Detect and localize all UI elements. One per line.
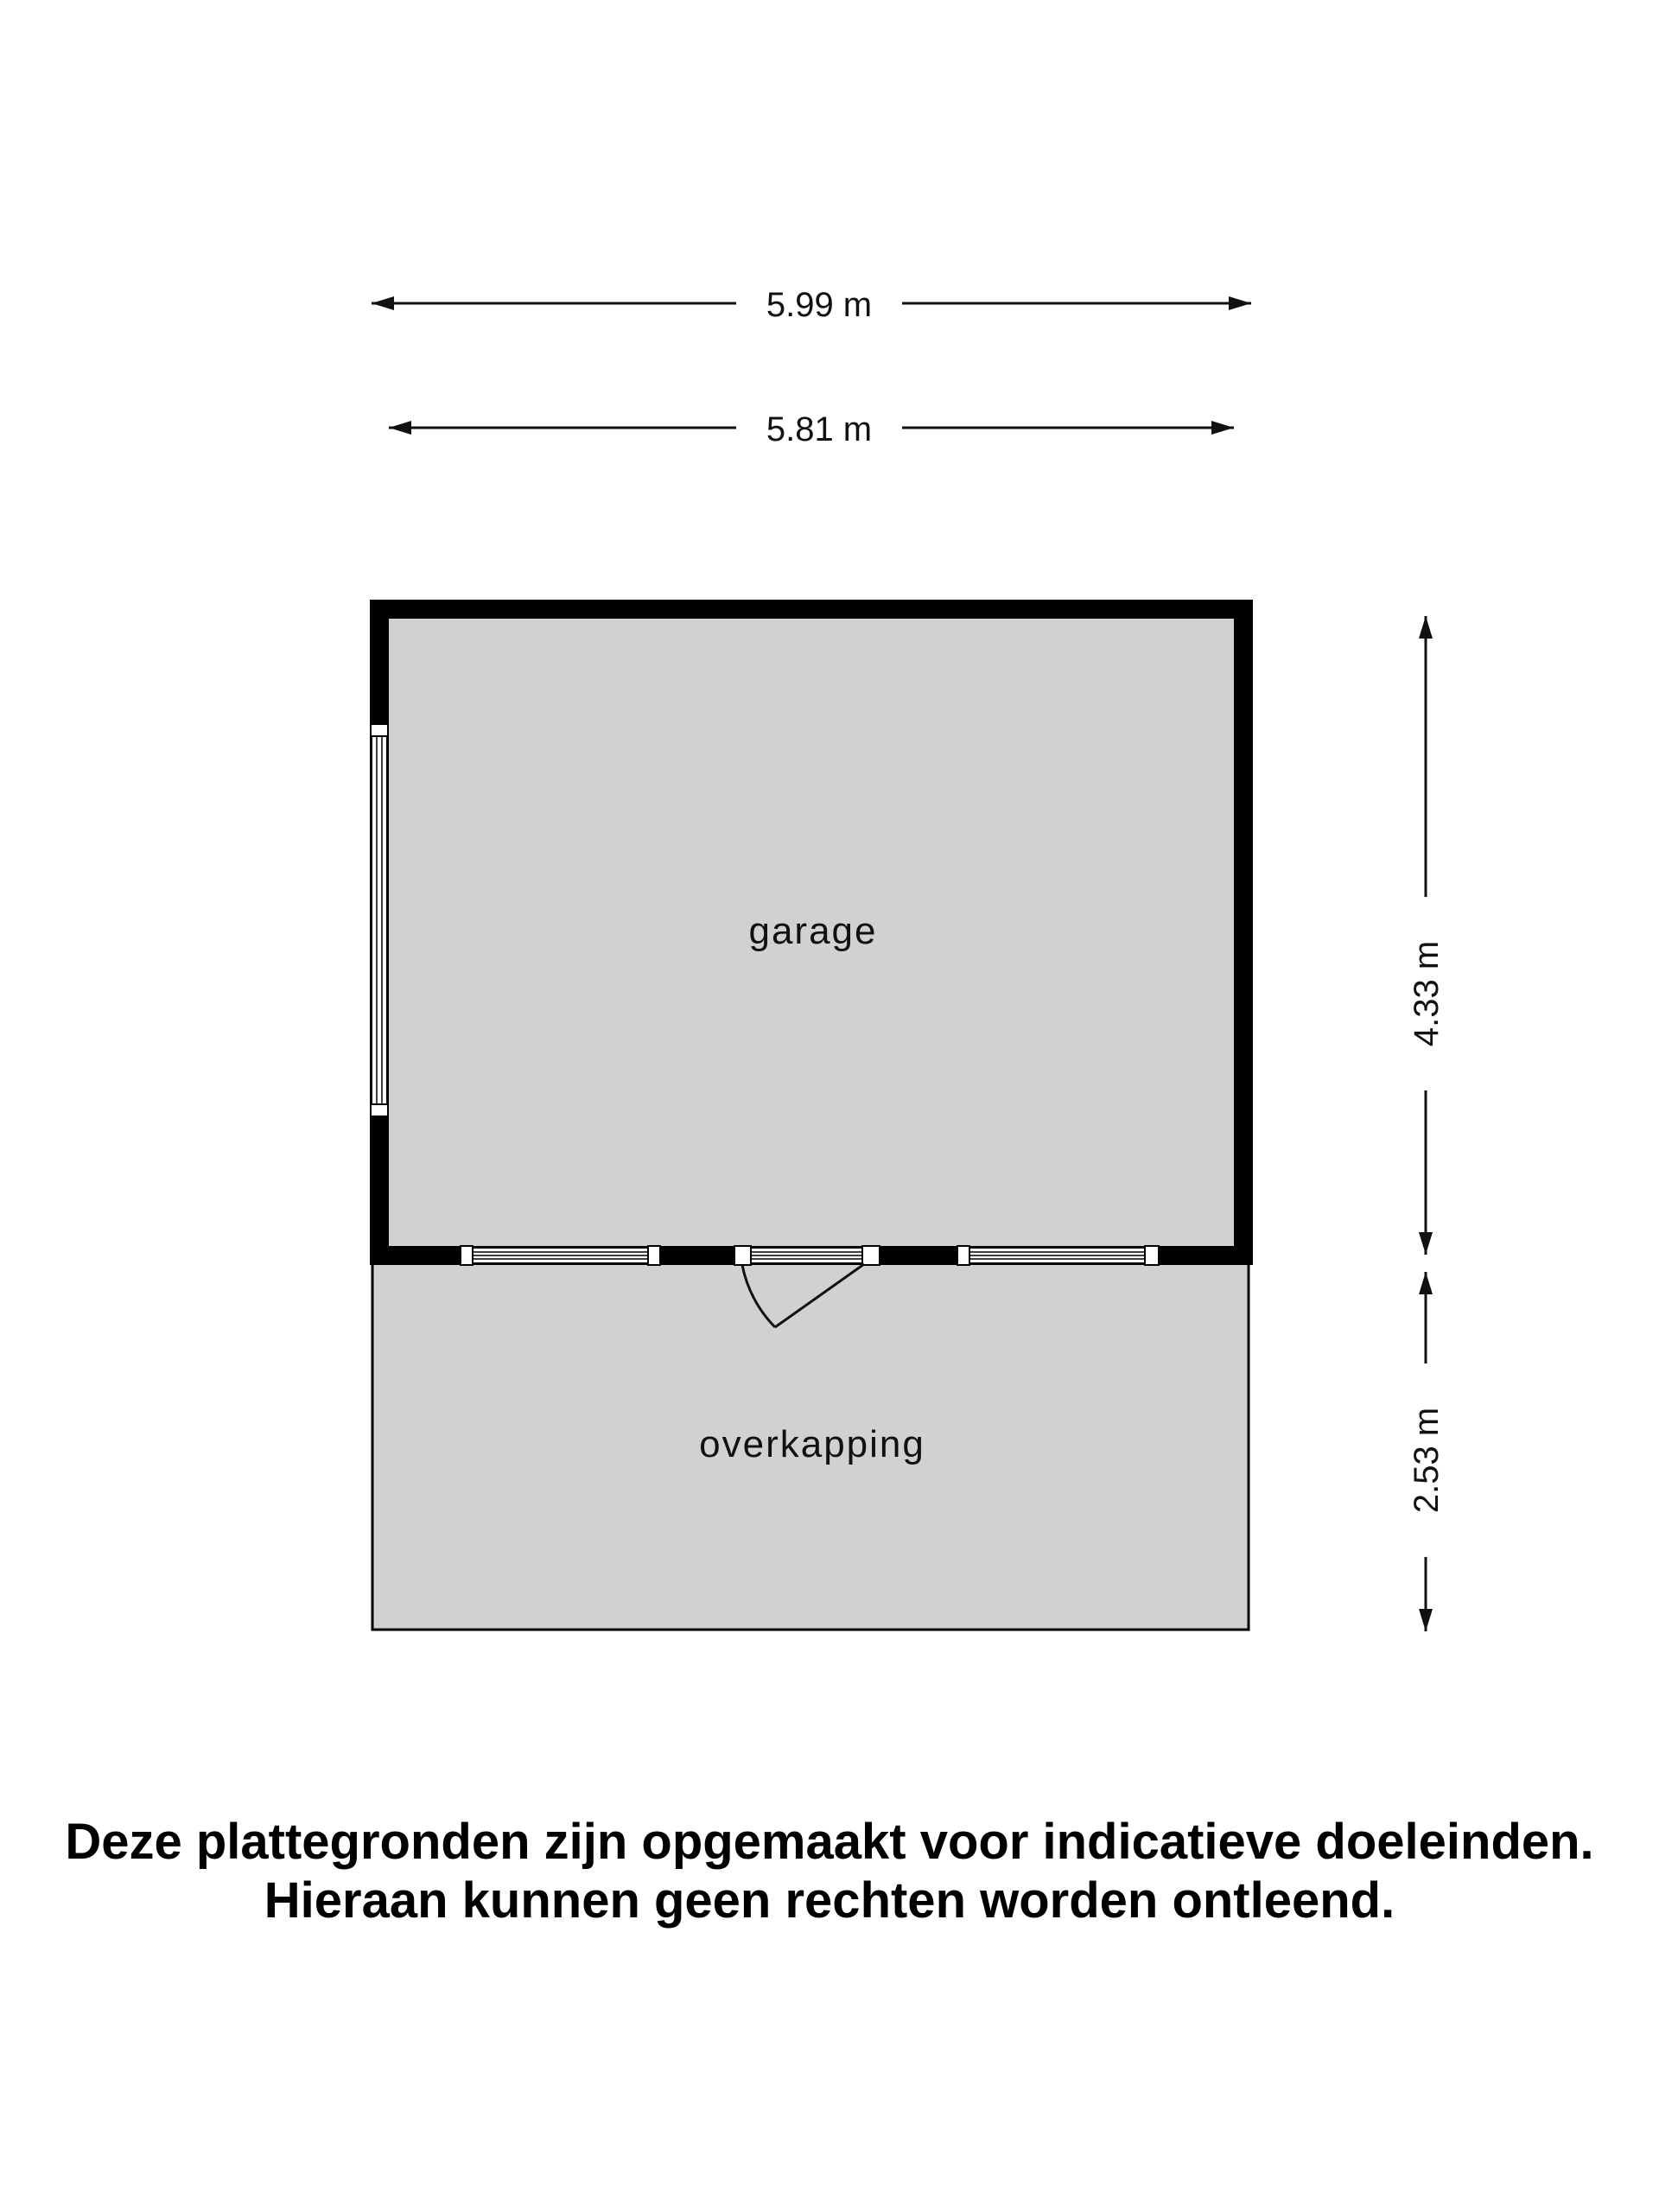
arrowhead-down-icon: [1419, 1609, 1433, 1631]
arrowhead-right-icon: [1211, 421, 1234, 435]
window-end-cap: [957, 1246, 969, 1265]
door-opening: [734, 1246, 880, 1265]
window-bottom-left: [461, 1246, 660, 1265]
dimension-inner-width-label: 5.81 m: [766, 410, 873, 448]
disclaimer-line-1: Deze plattegronden zijn opgemaakt voor indicatieve doeleinden.: [65, 1814, 1594, 1870]
arrowhead-up-icon: [1419, 1272, 1433, 1294]
dimension-garage-depth: [1402, 616, 1450, 1255]
dimension-outer-width-label: 5.99 m: [766, 286, 873, 324]
wall-right: [1234, 600, 1253, 1265]
dimension-overkapping-depth: [1402, 1272, 1450, 1631]
dimension-overkapping-depth-label: 2.53 m: [1408, 1407, 1446, 1514]
dimension-outer-width: [372, 282, 1251, 325]
disclaimer: [0, 1813, 1659, 1930]
window-left: [371, 724, 388, 1116]
room-label-overkapping: overkapping: [699, 1423, 925, 1465]
window-bottom-right: [957, 1246, 1159, 1265]
window-glazing: [372, 736, 387, 1104]
arrowhead-left-icon: [389, 421, 411, 435]
disclaimer-line-2: Hieraan kunnen geen rechten worden ontleend.: [264, 1872, 1395, 1929]
arrowhead-right-icon: [1229, 296, 1251, 310]
arrowhead-up-icon: [1419, 616, 1433, 639]
door-jamb: [862, 1246, 880, 1265]
wall-top: [370, 600, 1253, 619]
dimension-garage-depth-label: 4.33 m: [1408, 940, 1446, 1047]
window-end-cap: [461, 1246, 473, 1265]
arrowhead-left-icon: [372, 296, 394, 310]
door-jamb: [734, 1246, 751, 1265]
room-label-garage: garage: [748, 910, 878, 952]
window-end-cap: [371, 1104, 388, 1116]
window-end-cap: [1145, 1246, 1159, 1265]
window-end-cap: [648, 1246, 660, 1265]
window-end-cap: [371, 724, 388, 736]
dimension-inner-width: [389, 406, 1234, 449]
arrowhead-down-icon: [1419, 1232, 1433, 1255]
